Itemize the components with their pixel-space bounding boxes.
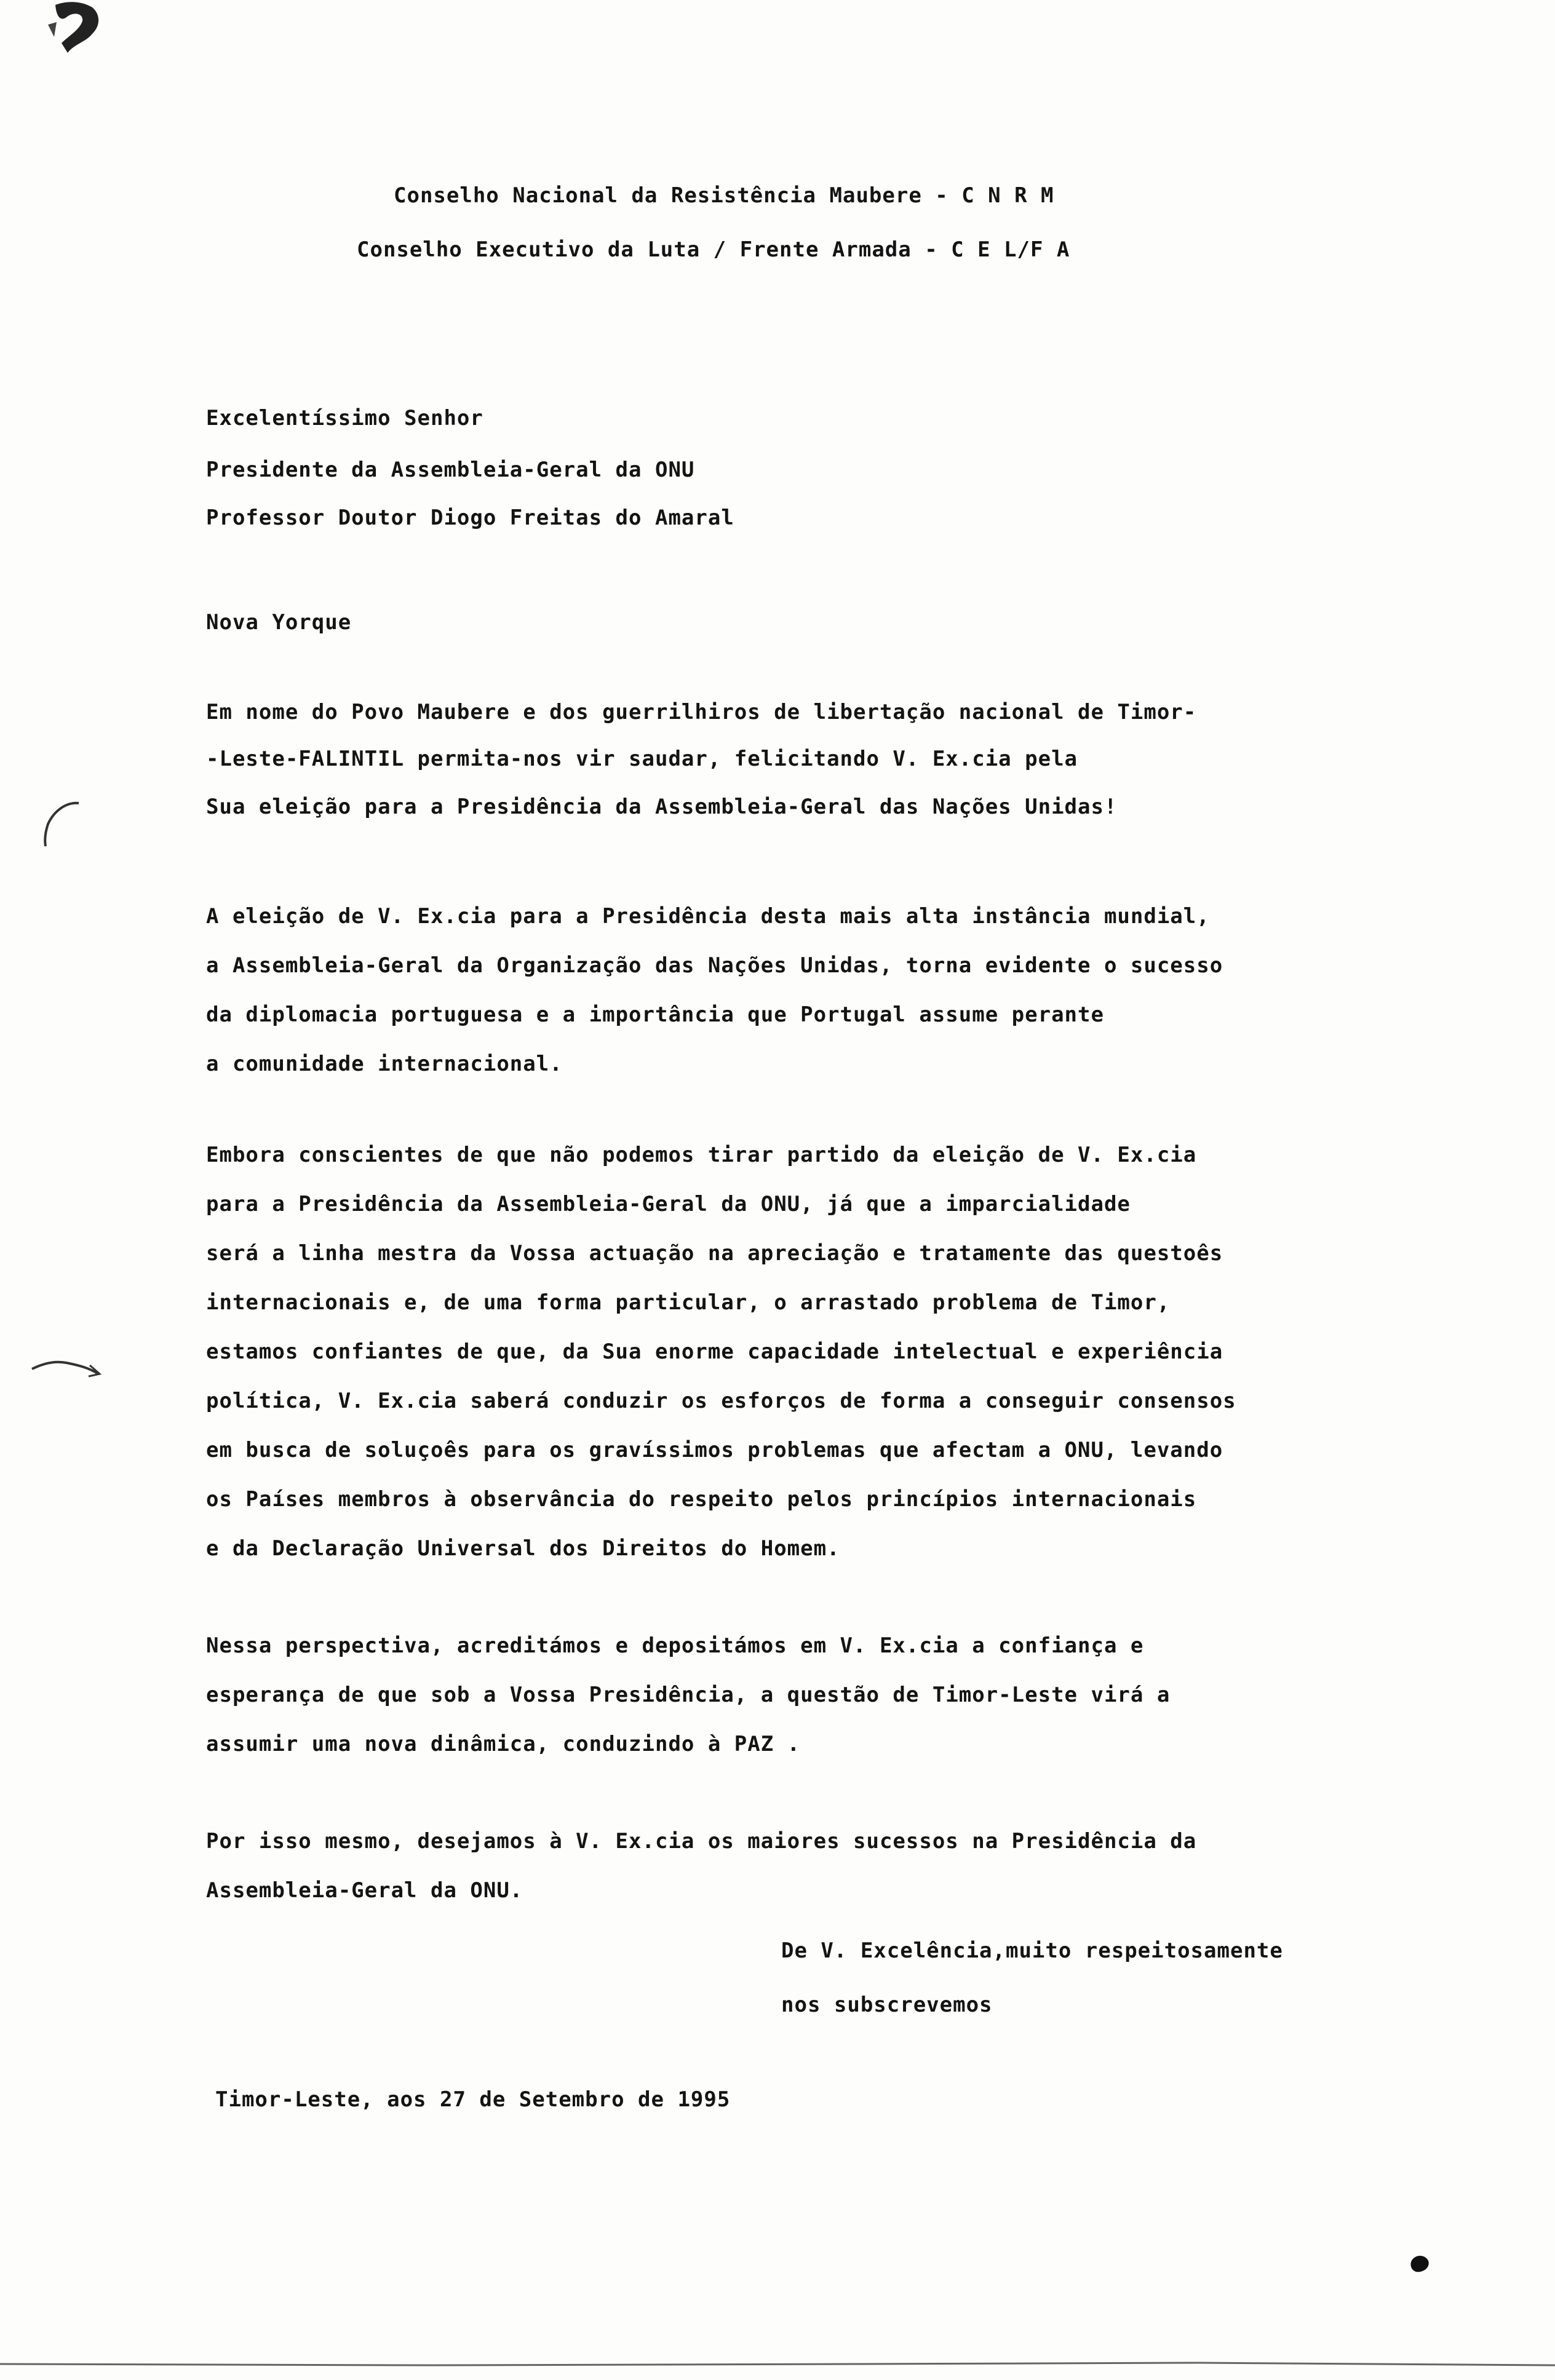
paragraph-line: em busca de soluçoês para os gravíssimos problemas que afectam a ONU, levando [206, 1438, 1223, 1462]
paragraph-line: da diplomacia portuguesa e a importância que Portugal assume perante [206, 1002, 1104, 1027]
paragraph-line: será a linha mestra da Vossa actuação na apreciação e tratamente das questoês [206, 1241, 1223, 1266]
paragraph-line: Embora conscientes de que não podemos tirar partido da eleição de V. Ex.cia [206, 1143, 1197, 1167]
paragraph-line: Assembleia-Geral da ONU. [206, 1878, 523, 1903]
ink-dot-mark [1407, 2251, 1432, 2275]
paragraph-line: Sua eleição para a Presidência da Assembleia-Geral das Nações Unidas! [206, 795, 1118, 819]
paragraph-line: a Assembleia-Geral da Organização das Nações Unidas, torna evidente o sucesso [206, 953, 1223, 978]
addressee-position: Presidente da Assembleia-Geral da ONU [206, 458, 695, 482]
paragraph-line: -Leste-FALINTIL permita-nos vir saudar, felicitando V. Ex.cia pela [206, 747, 1078, 771]
margin-arrow-mark [30, 1347, 103, 1384]
council-header: Conselho Executivo da Luta / Frente Armada - C E L/F A [357, 237, 1070, 262]
paragraph-line: para a Presidência da Assembleia-Geral da ONU, já que a imparcialidade [206, 1192, 1131, 1216]
paragraph-line: assumir uma nova dinâmica, conduzindo à PAZ . [206, 1732, 801, 1756]
paragraph-line: estamos confiantes de que, da Sua enorme capacidade intelectual e experiência [206, 1339, 1223, 1364]
place: Nova Yorque [206, 610, 352, 635]
closing-line: nos subscrevemos [781, 1993, 993, 2017]
paragraph-line: e da Declaração Universal dos Direitos do Homem. [206, 1536, 840, 1561]
dateline: Timor-Leste, aos 27 de Setembro de 1995 [215, 2087, 731, 2112]
organization-header: Conselho Nacional da Resistência Maubere - C N R M [394, 183, 1054, 208]
paragraph-line: Nessa perspectiva, acreditámos e depositámos em V. Ex.cia a confiança e [206, 1633, 1144, 1658]
salutation: Excelentíssimo Senhor [206, 406, 483, 430]
paragraph-line: os Países membros à observância do respeito pelos princípios internacionais [206, 1487, 1197, 1512]
paragraph-line: política, V. Ex.cia saberá conduzir os esforços de forma a conseguir consensos [206, 1389, 1236, 1413]
margin-bracket-mark [30, 799, 85, 849]
paragraph-line: Em nome do Povo Maubere e dos guerrilhiros de libertação nacional de Timor- [206, 700, 1197, 724]
paragraph-line: a comunidade internacional. [206, 1052, 563, 1076]
paragraph-line: internacionais e, de uma forma particular, o arrastado problema de Timor, [206, 1290, 1171, 1315]
corner-smudge-mark [43, 0, 111, 55]
closing-line: De V. Excelência,muito respeitosamente [781, 1938, 1283, 1963]
paragraph-line: A eleição de V. Ex.cia para a Presidência desta mais alta instância mundial, [206, 904, 1210, 929]
paragraph-line: Por isso mesmo, desejamos à V. Ex.cia os maiores sucessos na Presidência da [206, 1829, 1197, 1854]
addressee-name: Professor Doutor Diogo Freitas do Amaral [206, 506, 734, 530]
paragraph-line: esperança de que sob a Vossa Presidência, a questão de Timor-Leste virá a [206, 1683, 1171, 1707]
bottom-edge-line [0, 2355, 1555, 2374]
